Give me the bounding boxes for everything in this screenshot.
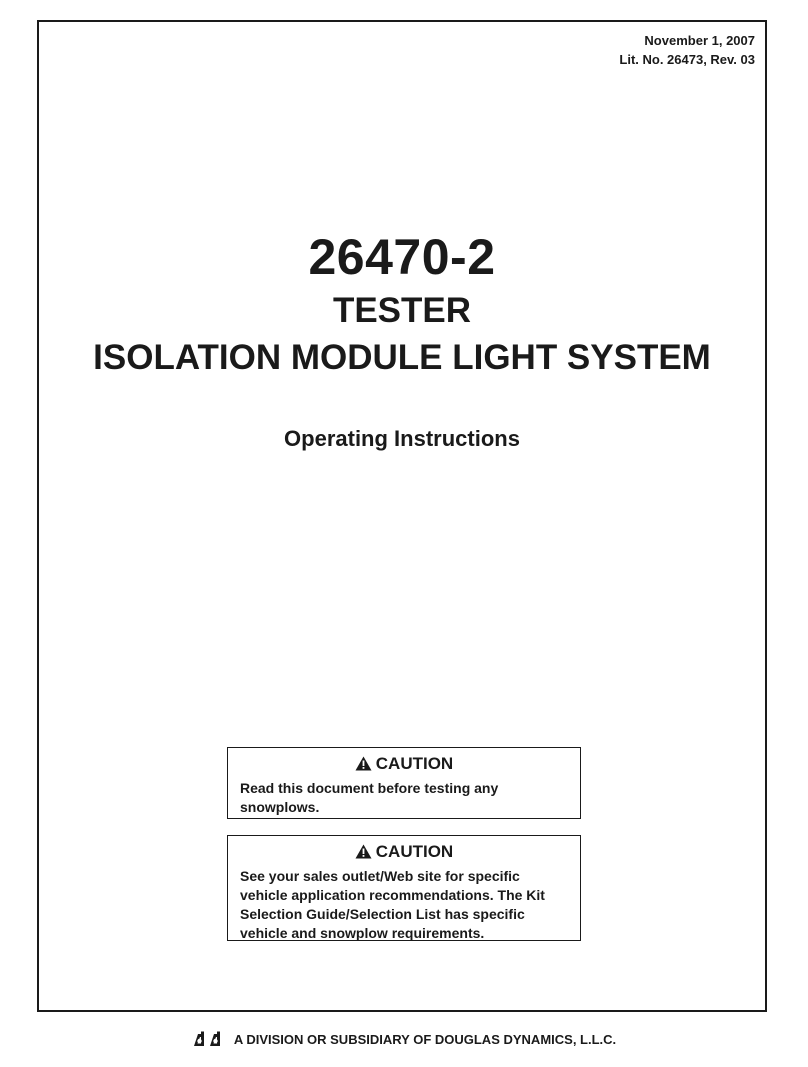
page-border [37,20,767,1012]
caution-box-read-document [227,747,581,819]
caution-heading-label: CAUTION [375,754,454,773]
publication-date: November 1, 2007 [644,33,755,48]
warning-triangle-icon [355,843,372,865]
caution-heading-label: CAUTION [375,842,454,861]
literature-number: Lit. No. 26473, Rev. 03 [619,52,755,67]
document-meta [619,31,755,69]
footer [0,1030,808,1053]
product-title-line-2: ISOLATION MODULE LIGHT SYSTEM [93,338,711,377]
caution-heading [240,841,568,865]
caution-text: See your sales outlet/Web site for specific vehicle application recommendations. The Kit Selection Guide/Selection List has specific vehicle and snowplow requirements. [240,868,545,941]
document-subheading: Operating Instructions [284,426,520,451]
caution-text: Read this document before testing any snowplows. [240,780,499,815]
caution-box-sales-outlet [227,835,581,941]
product-title-line-1: TESTER [332,291,472,330]
part-number-title: 26470-2 [308,229,496,285]
warning-triangle-icon [355,755,372,777]
footer-text: A DIVISION OR SUBSIDIARY OF DOUGLAS DYNAMICS, L.L.C. [233,1032,617,1047]
caution-heading [240,753,568,777]
douglas-dynamics-logo-icon [192,1031,226,1053]
